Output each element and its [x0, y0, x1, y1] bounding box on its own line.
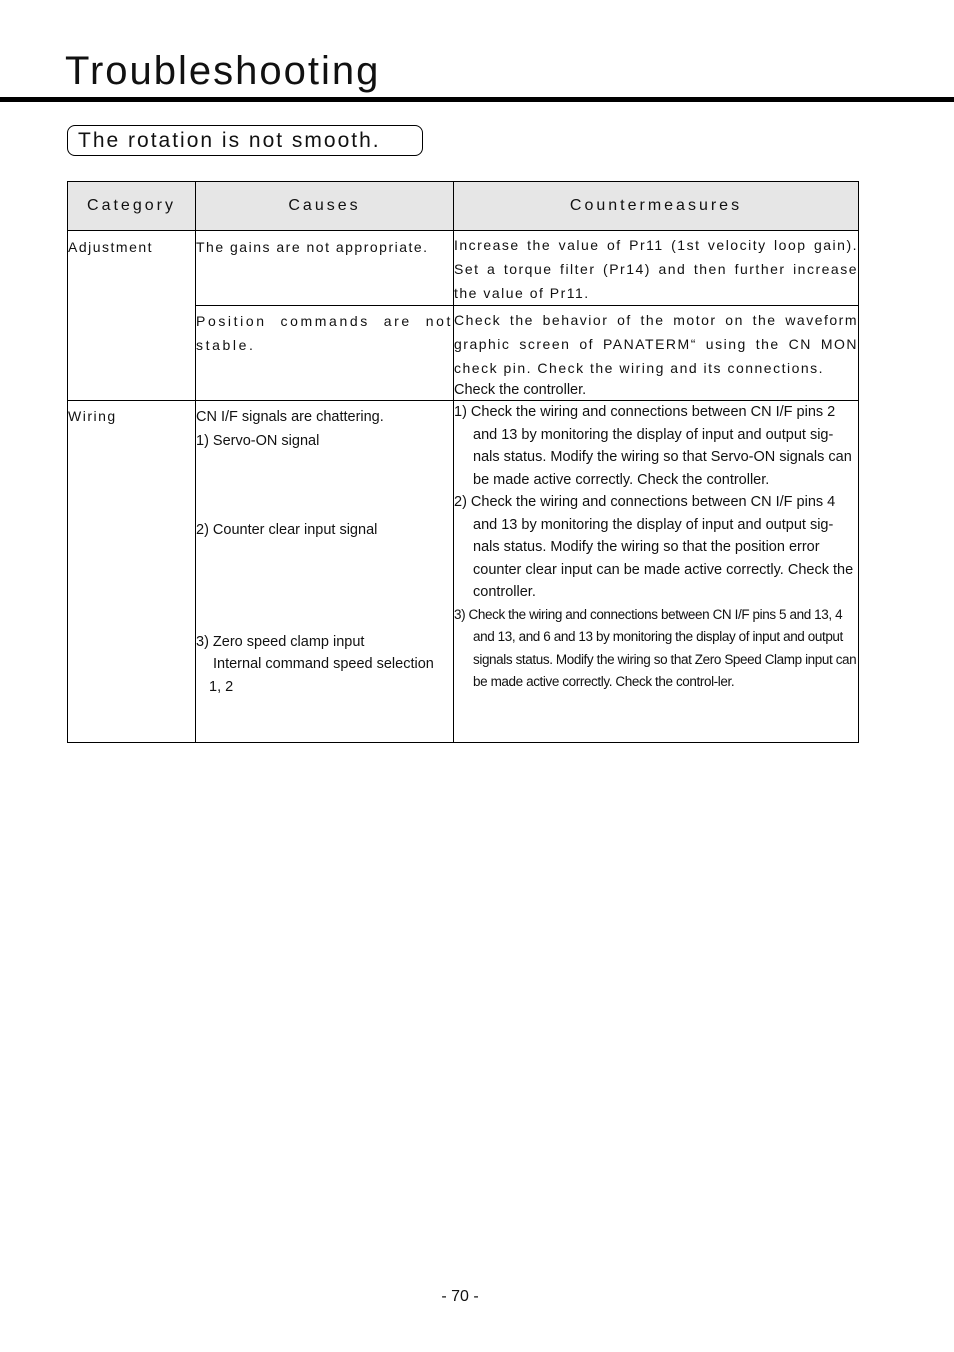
countermeasure-position-commands: Check the behavior of the motor on the waveform graphic screen of PANATERM“ using the CN MON check pin. Check the wiring and its connections. — [454, 312, 858, 376]
cause-gains: The gains are not appropriate. — [196, 239, 429, 255]
cause-cell — [196, 401, 454, 743]
header-causes: Causes — [196, 182, 454, 231]
cause-servo-on: 1) Servo-ON signal — [196, 432, 320, 449]
cause-speed-selection: Internal command speed selection — [213, 656, 434, 672]
header-countermeasures: Countermeasures — [454, 182, 859, 231]
countermeasure-gains: Increase the value of Pr11 (1st velocity loop gain). Set a torque filter (Pr14) and then further increase the value of Pr11. — [454, 237, 858, 301]
cause-zero-speed: 3) Zero speed clamp input — [196, 633, 365, 650]
cause-cell — [196, 231, 454, 306]
header-category: Category — [68, 182, 196, 231]
table-header-row — [68, 182, 859, 231]
cause-position-commands: Position commands are not stable. — [196, 313, 453, 353]
countermeasure-cell — [454, 401, 859, 743]
countermeasure-wiring-3: 3) Check the wiring and connections between CN I/F pins 5 and 13, 4 and 13, and 6 and 13 by monitoring the display of input and output signals status. Modify the wiring so that Zero Speed Clamp input can be made active correctly. Check the control-ler. — [454, 606, 857, 689]
page-title: Troubleshooting — [65, 49, 381, 93]
countermeasure-wiring-2: 2) Check the wiring and connections between CN I/F pins 4 and 13 by monitoring the display of input and output sig-nals status. Modify the wiring so that the position error counter clear input can be made active correctly. Check the controller. — [454, 494, 854, 600]
countermeasure-cell — [454, 306, 859, 401]
cause-counter-clear: 2) Counter clear input signal — [196, 522, 378, 538]
countermeasure-wiring-1: 1) Check the wiring and connections between CN I/F pins 2 and 13 by monitoring the display of input and output sig-nals status. Modify the wiring so that Servo-ON signals can be made active correctly. Check the controller. — [454, 404, 852, 488]
table-row — [68, 401, 859, 743]
troubleshooting-table — [67, 181, 859, 743]
countermeasure-cell — [454, 231, 859, 306]
table-row — [68, 231, 859, 306]
category-adjustment: Adjustment — [68, 239, 154, 255]
cause-speed-selection-values: 1, 2 — [209, 678, 234, 695]
title-rule — [0, 97, 954, 102]
section-label: The rotation is not smooth. — [67, 125, 423, 156]
category-wiring: Wiring — [68, 408, 117, 424]
cause-cell — [196, 306, 454, 401]
countermeasure-check-controller: Check the controller. — [454, 382, 587, 398]
category-cell — [68, 231, 196, 401]
cause-chattering: CN I/F signals are chattering. — [196, 409, 384, 425]
category-cell — [68, 401, 196, 743]
page-number: - 70 - — [441, 1288, 479, 1305]
